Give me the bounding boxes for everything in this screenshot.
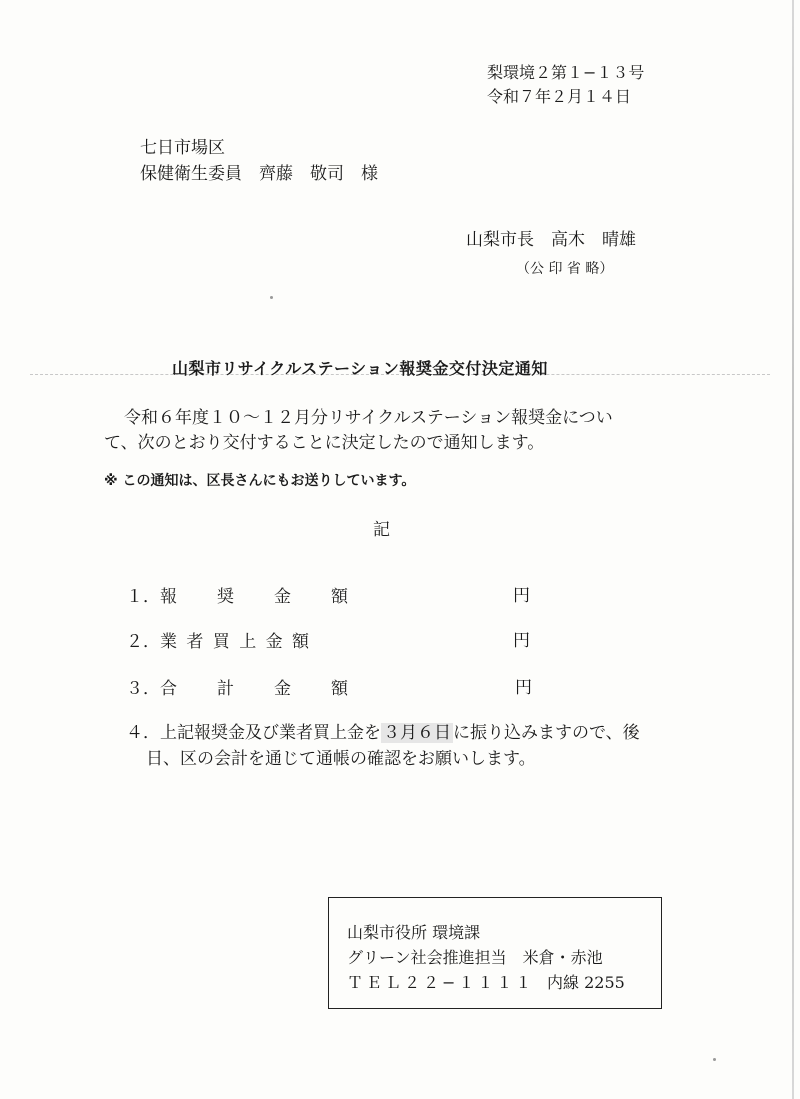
scan-speck — [270, 296, 273, 299]
transfer-date-highlight: ３月６日 — [383, 723, 451, 743]
item-3-unit: 円 — [515, 678, 532, 698]
notice-title: 山梨市リサイクルステーション報奨金交付決定通知 — [172, 359, 548, 378]
item-1-label: 報 奨 金 額 — [160, 587, 350, 607]
item-4-text-before: 上記報奨金及び業者買上金を — [160, 723, 381, 743]
sender-name: 山梨市長 高木 晴雄 — [466, 230, 636, 250]
body-line-1: 令和６年度１０〜１２月分リサイクルステーション報奨金につい — [124, 408, 613, 428]
item-3-number: ３． — [126, 679, 160, 699]
cc-note: ※ この通知は、区長さんにもお送りしています。 — [104, 473, 416, 489]
contact-office: 山梨市役所 環境課 — [347, 923, 481, 942]
recipient-name: 保健衛生委員 齊藤 敬司 様 — [140, 164, 378, 184]
item-4-text-after: に振り込みますので、後 — [453, 723, 640, 743]
item-4-number: ４． — [126, 723, 160, 743]
recipient-district: 七日市場区 — [140, 138, 225, 158]
item-4-line-2: 日、区の会計を通じて通帳の確認をお願いします。 — [146, 749, 536, 769]
item-1-number: １． — [126, 587, 160, 607]
scan-speck — [713, 1058, 716, 1061]
item-2-unit: 円 — [513, 631, 530, 651]
item-3-label: 合 計 金 額 — [160, 679, 350, 699]
contact-box — [328, 897, 662, 1009]
body-line-2: て、次のとおり交付することに決定したので通知します。 — [104, 433, 545, 453]
item-2-label: 業 者 買 上 金 額 — [160, 632, 312, 652]
item-1-unit: 円 — [513, 586, 530, 606]
contact-phone: ＴＥＬ２２−１１１１ — [347, 973, 535, 992]
scan-edge — [792, 0, 794, 1099]
contact-extension: 内線 2255 — [547, 973, 625, 992]
item-2-number: ２． — [126, 632, 160, 652]
ki-marker: 記 — [373, 520, 390, 540]
doc-date: 令和７年２月１４日 — [487, 87, 632, 106]
doc-number: 梨環境２第１−１３号 — [487, 63, 645, 82]
contact-department: グリーン社会推進担当 米倉・赤池 — [347, 948, 603, 967]
item-4-line-1 — [126, 718, 640, 743]
seal-omitted-note: （公 印 省 略） — [516, 261, 614, 277]
